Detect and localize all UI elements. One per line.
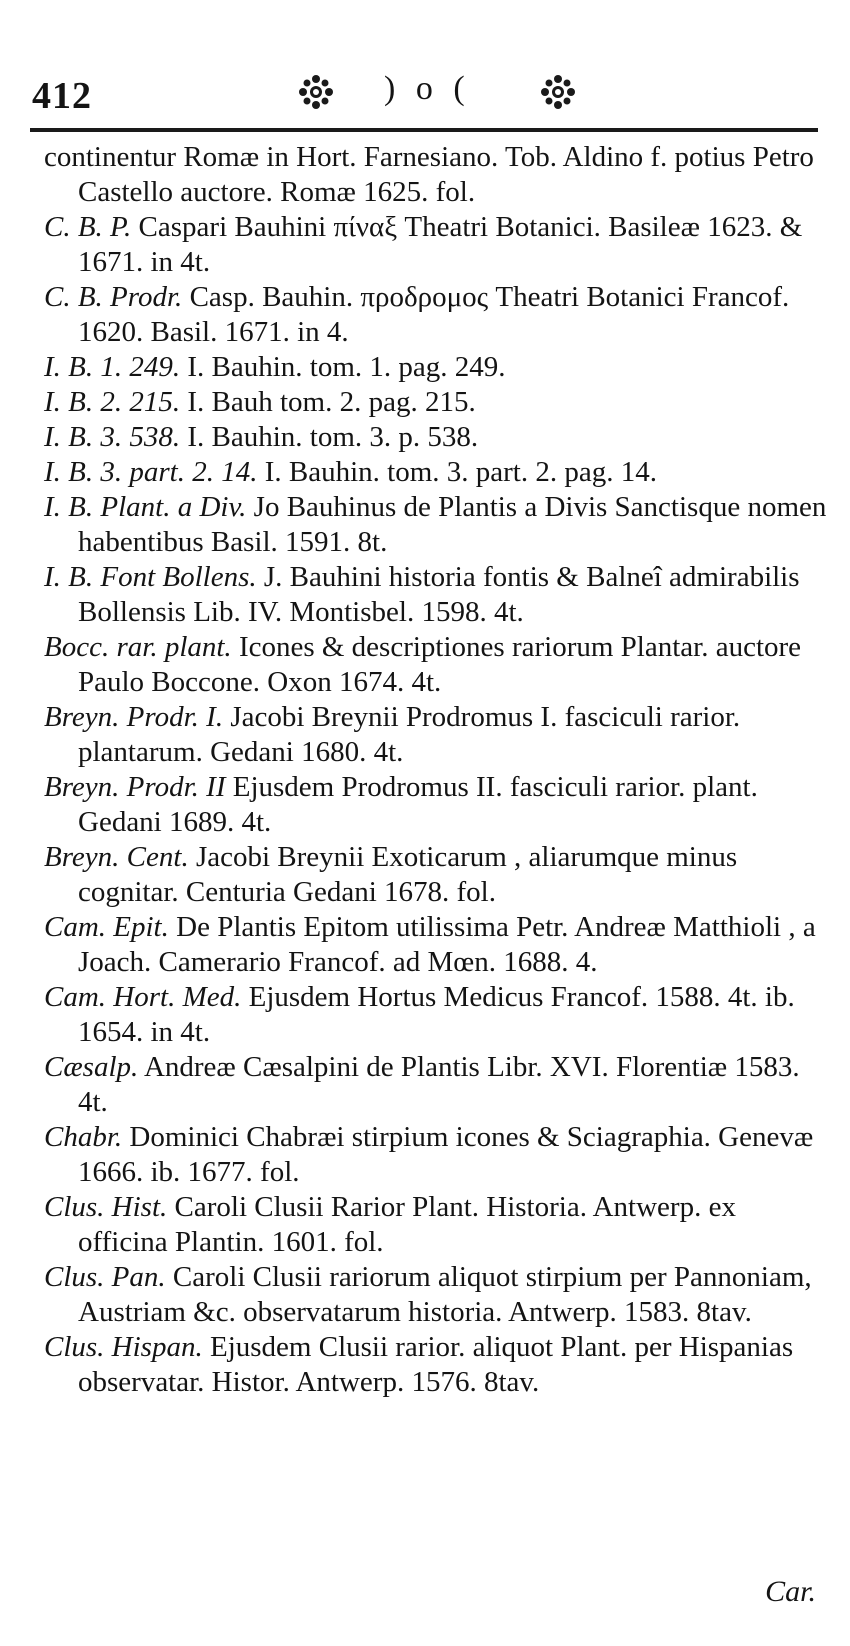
entry-abbreviation: Clus. Hist. bbox=[44, 1191, 168, 1223]
entry-abbreviation: Bocc. rar. plant. bbox=[44, 631, 232, 663]
entry-text: J. Bauhini historia fontis & Balneî admirabilis Bollensis Lib. IV. Montisbel. 1598. 4t. bbox=[78, 561, 800, 628]
bibliography-entry bbox=[44, 420, 830, 455]
entry-abbreviation: Breyn. Prodr. I. bbox=[44, 701, 224, 733]
catchword: Car. bbox=[765, 1575, 816, 1608]
header-ornament: ) o ( bbox=[384, 70, 471, 107]
entry-text: Jacobi Breynii Exoticarum , aliarumque minus cognitar. Centuria Gedani 1678. fol. bbox=[78, 841, 738, 908]
running-header bbox=[32, 72, 818, 122]
entry-abbreviation: Cam. Hort. Med. bbox=[44, 981, 242, 1013]
bibliography-entry bbox=[44, 560, 830, 630]
entry-text: I. Bauhin. tom. 3. part. 2. pag. 14. bbox=[264, 456, 657, 488]
entry-abbreviation: I. B. 3. 538. bbox=[44, 421, 181, 453]
bibliography-entry bbox=[44, 980, 830, 1050]
entry-abbreviation: Cæsalp. bbox=[44, 1051, 139, 1083]
bibliography-entry bbox=[44, 140, 830, 210]
entry-abbreviation: Breyn. Prodr. II bbox=[44, 771, 226, 803]
bibliography-entry bbox=[44, 1050, 830, 1120]
bibliography-entry bbox=[44, 280, 830, 350]
bibliography-entry bbox=[44, 350, 830, 385]
header-rule bbox=[30, 128, 818, 132]
entry-text: I. Bauh tom. 2. pag. 215. bbox=[187, 386, 476, 418]
bibliography-entry bbox=[44, 840, 830, 910]
bibliography-entry bbox=[44, 1120, 830, 1190]
entry-abbreviation: Cam. Epit. bbox=[44, 911, 169, 943]
entry-text: Ejusdem Clusii rarior. aliquot Plant. per Hispanias observatar. Histor. Antwerp. 1576. 8tav. bbox=[78, 1331, 794, 1398]
entry-abbreviation: I. B. 3. part. 2. 14. bbox=[44, 456, 258, 488]
entry-text: Caroli Clusii rariorum aliquot stirpium per Pannoniam, Austriam &c. observatarum historia. Antwerp. 1583. 8tav. bbox=[78, 1261, 812, 1328]
entry-text: Jacobi Breynii Prodromus I. fasciculi rarior. plantarum. Gedani 1680. 4t. bbox=[78, 701, 741, 768]
flower-ornament-icon bbox=[298, 74, 334, 110]
page-number: 412 bbox=[32, 75, 92, 117]
bibliography-entry bbox=[44, 455, 830, 490]
entry-text: Casp. Bauhin. προδρομος Theatri Botanici Francof. 1620. Basil. 1671. in 4. bbox=[78, 281, 790, 348]
bibliography-entry bbox=[44, 210, 830, 280]
entry-abbreviation: I. B. 1. 249. bbox=[44, 351, 181, 383]
entry-abbreviation: Clus. Pan. bbox=[44, 1261, 166, 1293]
bibliography-list bbox=[44, 140, 830, 1400]
bibliography-entry bbox=[44, 910, 830, 980]
bibliography-entry bbox=[44, 1190, 830, 1260]
bibliography-entry bbox=[44, 385, 830, 420]
entry-abbreviation: Chabr. bbox=[44, 1121, 123, 1153]
entry-abbreviation: I. B. 2. 215. bbox=[44, 386, 181, 418]
entry-abbreviation: C. B. Prodr. bbox=[44, 281, 183, 313]
entry-text: Ejusdem Prodromus II. fasciculi rarior. plant. Gedani 1689. 4t. bbox=[78, 771, 758, 838]
entry-text: Andreæ Cæsalpini de Plantis Libr. XVI. Florentiæ 1583. 4t. bbox=[78, 1051, 800, 1118]
entry-text: Dominici Chabræi stirpium icones & Sciagraphia. Genevæ 1666. ib. 1677. fol. bbox=[78, 1121, 814, 1188]
entry-abbreviation: Clus. Hispan. bbox=[44, 1331, 203, 1363]
bibliography-entry bbox=[44, 630, 830, 700]
entry-abbreviation: I. B. Font Bollens. bbox=[44, 561, 257, 593]
entry-text: Caroli Clusii Rarior Plant. Historia. Antwerp. ex officina Plantin. 1601. fol. bbox=[78, 1191, 736, 1258]
entry-abbreviation: C. B. P. bbox=[44, 211, 132, 243]
bibliography-entry bbox=[44, 1330, 830, 1400]
entry-abbreviation: I. B. Plant. a Div. bbox=[44, 491, 247, 523]
entry-text: continentur Romæ in Hort. Farnesiano. Tob. Aldino f. potius Petro Castello auctore. Romæ 1625. fol. bbox=[44, 141, 814, 208]
entry-abbreviation: Breyn. Cent. bbox=[44, 841, 189, 873]
bibliography-entry bbox=[44, 490, 830, 560]
entry-text: I. Bauhin. tom. 3. p. 538. bbox=[187, 421, 479, 453]
entry-text: Icones & descriptiones rariorum Plantar. auctore Paulo Boccone. Oxon 1674. 4t. bbox=[78, 631, 802, 698]
bibliography-entry bbox=[44, 770, 830, 840]
bibliography-entry bbox=[44, 1260, 830, 1330]
entry-text: Caspari Bauhini πίναξ Theatri Botanici. Basileæ 1623. & 1671. in 4t. bbox=[78, 211, 803, 278]
entry-text: Jo Bauhinus de Plantis a Divis Sanctisque nomen habentibus Basil. 1591. 8t. bbox=[78, 491, 827, 558]
entry-text: I. Bauhin. tom. 1. pag. 249. bbox=[187, 351, 506, 383]
bibliography-entry bbox=[44, 700, 830, 770]
flower-ornament-icon bbox=[540, 74, 576, 110]
entry-text: De Plantis Epitom utilissima Petr. Andreæ Matthioli , a Joach. Camerario Francof. ad Mœn. 1688. 4. bbox=[78, 911, 816, 978]
entry-text: Ejusdem Hortus Medicus Francof. 1588. 4t. ib. 1654. in 4t. bbox=[78, 981, 795, 1048]
